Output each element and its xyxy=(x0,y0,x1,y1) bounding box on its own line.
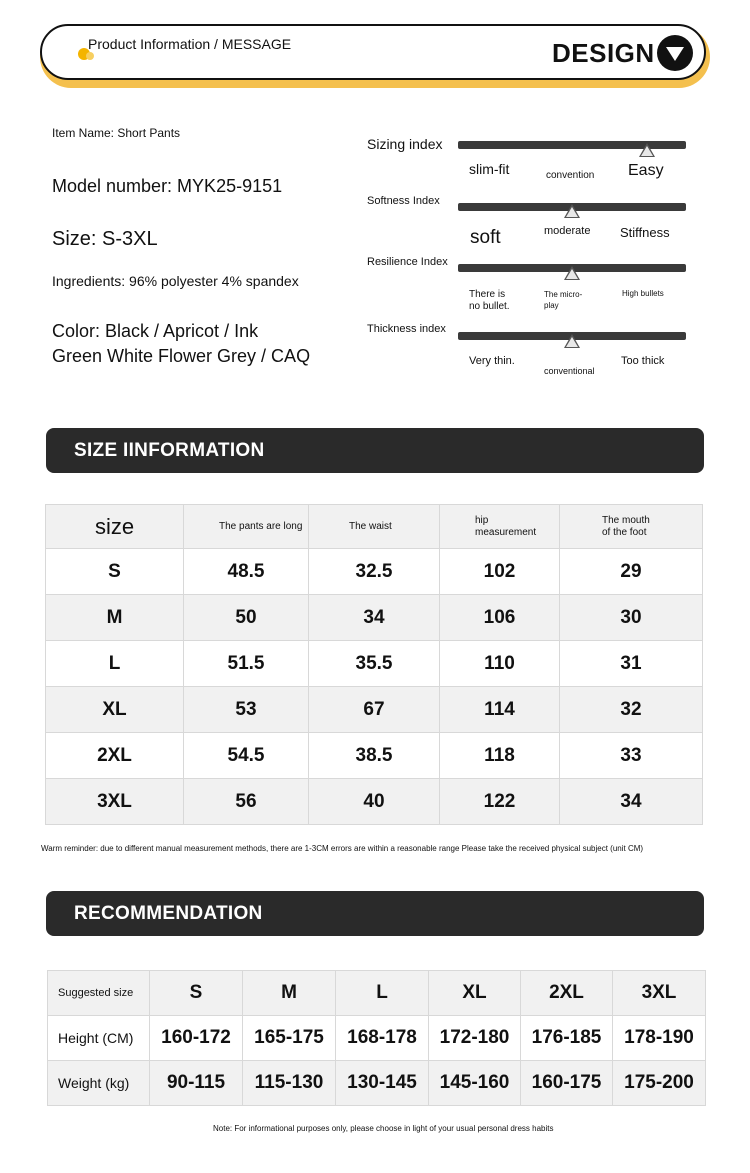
header-pants-length: The pants are long xyxy=(184,505,309,549)
softness-option-2: moderate xyxy=(544,225,591,237)
rec-weight: 145-160 xyxy=(429,1061,521,1106)
thickness-option-2: conventional xyxy=(544,366,595,376)
resilience-option-1: There is no bullet. xyxy=(469,289,510,312)
table-header-row xyxy=(46,505,703,549)
cell-foot: 33 xyxy=(560,733,703,779)
cell-foot: 34 xyxy=(560,779,703,825)
cell-waist: 34 xyxy=(309,595,440,641)
cell-length: 51.5 xyxy=(184,641,309,687)
rec-weight: 130-145 xyxy=(336,1061,429,1106)
resilience-index-label: Resilience Index xyxy=(367,256,448,268)
recommendation-table xyxy=(47,970,706,1106)
rec-size: 2XL xyxy=(521,971,613,1016)
cell-size: S xyxy=(46,549,184,595)
sizing-option-2: convention xyxy=(546,170,595,181)
header-foot-mouth-text: The mouth of the foot xyxy=(602,514,650,538)
rec-weight: 90-115 xyxy=(150,1061,243,1106)
chevron-down-icon[interactable] xyxy=(657,35,693,71)
rec-size: 3XL xyxy=(613,971,706,1016)
cell-hip: 110 xyxy=(440,641,560,687)
rec-weight: 175-200 xyxy=(613,1061,706,1106)
cell-length: 53 xyxy=(184,687,309,733)
size-information-bar xyxy=(46,428,704,473)
header-capsule xyxy=(40,24,706,80)
cell-waist: 40 xyxy=(309,779,440,825)
rec-weight: 115-130 xyxy=(243,1061,336,1106)
cell-hip: 106 xyxy=(440,595,560,641)
cell-foot: 32 xyxy=(560,687,703,733)
sizing-option-3: Easy xyxy=(628,162,664,179)
suggested-size-label: Suggested size xyxy=(48,971,150,1016)
resilience-option-3: High bullets xyxy=(622,289,664,298)
header-size: size xyxy=(46,505,184,549)
cell-hip: 118 xyxy=(440,733,560,779)
cell-foot: 29 xyxy=(560,549,703,595)
rec-height: 160-172 xyxy=(150,1016,243,1061)
cell-length: 50 xyxy=(184,595,309,641)
sizing-index-label: Sizing index xyxy=(367,136,443,152)
rec-height: 176-185 xyxy=(521,1016,613,1061)
rec-size: L xyxy=(336,971,429,1016)
table-row xyxy=(46,549,703,595)
cell-hip: 122 xyxy=(440,779,560,825)
cell-size: XL xyxy=(46,687,184,733)
size-information-title: SIZE IINFORMATION xyxy=(74,440,265,461)
softness-option-1: soft xyxy=(470,227,501,248)
size-table xyxy=(45,504,703,825)
resilience-option-2: The micro-play xyxy=(544,290,583,310)
header-foot-mouth xyxy=(560,505,703,549)
table-row xyxy=(46,779,703,825)
header-label: Product Information / MESSAGE xyxy=(88,36,292,52)
item-name: Item Name: Short Pants xyxy=(52,126,181,140)
cell-waist: 67 xyxy=(309,687,440,733)
size-range: Size: S-3XL xyxy=(52,228,158,250)
table-row xyxy=(48,1016,706,1061)
color-options: Color: Black / Apricot / Ink Green White Flower Grey / CAQ xyxy=(52,321,311,366)
cell-hip: 114 xyxy=(440,687,560,733)
rec-weight: 160-175 xyxy=(521,1061,613,1106)
measurement-note: Warm reminder: due to different manual measurement methods, there are 1-3CM errors are within a reasonable range Please take the received physical subject (unit CM) xyxy=(41,844,644,853)
thickness-option-3: Too thick xyxy=(621,355,665,367)
ingredients: Ingredients: 96% polyester 4% spandex xyxy=(52,273,299,289)
table-row xyxy=(46,595,703,641)
table-row xyxy=(48,1061,706,1106)
recommendation-note: Note: For informational purposes only, please choose in light of your usual personal dress habits xyxy=(213,1124,554,1133)
rec-height: 168-178 xyxy=(336,1016,429,1061)
table-row xyxy=(46,641,703,687)
cell-foot: 30 xyxy=(560,595,703,641)
rec-size: S xyxy=(150,971,243,1016)
header-hip-text: hip measurement xyxy=(475,514,537,538)
cell-waist: 32.5 xyxy=(309,549,440,595)
rec-height: 172-180 xyxy=(429,1016,521,1061)
cell-length: 48.5 xyxy=(184,549,309,595)
cell-waist: 35.5 xyxy=(309,641,440,687)
sun-dot-icon-small xyxy=(86,52,94,60)
table-row xyxy=(48,971,706,1016)
thickness-index-label: Thickness index xyxy=(367,323,446,335)
cell-foot: 31 xyxy=(560,641,703,687)
thickness-option-1: Very thin. xyxy=(469,355,515,367)
cell-size: 2XL xyxy=(46,733,184,779)
cell-size: L xyxy=(46,641,184,687)
table-row xyxy=(46,687,703,733)
cell-length: 56 xyxy=(184,779,309,825)
thickness-index-marker xyxy=(564,334,580,348)
rec-height: 178-190 xyxy=(613,1016,706,1061)
cell-size: M xyxy=(46,595,184,641)
rec-size: XL xyxy=(429,971,521,1016)
softness-option-3: Stiffness xyxy=(620,225,670,240)
cell-waist: 38.5 xyxy=(309,733,440,779)
header-waist: The waist xyxy=(309,505,440,549)
sizing-index-marker xyxy=(639,143,655,157)
header-hip xyxy=(440,505,560,549)
weight-label: Weight (kg) xyxy=(48,1061,150,1106)
height-label: Height (CM) xyxy=(48,1016,150,1061)
rec-height: 165-175 xyxy=(243,1016,336,1061)
cell-length: 54.5 xyxy=(184,733,309,779)
table-row xyxy=(46,733,703,779)
recommendation-title: RECOMMENDATION xyxy=(74,903,263,924)
softness-index-marker xyxy=(564,204,580,218)
softness-index-label: Softness Index xyxy=(367,195,440,207)
header-design-title: DESIGN xyxy=(552,38,655,68)
rec-size: M xyxy=(243,971,336,1016)
resilience-index-marker xyxy=(564,266,580,280)
cell-size: 3XL xyxy=(46,779,184,825)
cell-hip: 102 xyxy=(440,549,560,595)
model-number: Model number: MYK25-9151 xyxy=(52,176,283,196)
sizing-option-1: slim-fit xyxy=(469,161,510,177)
recommendation-bar xyxy=(46,891,704,936)
